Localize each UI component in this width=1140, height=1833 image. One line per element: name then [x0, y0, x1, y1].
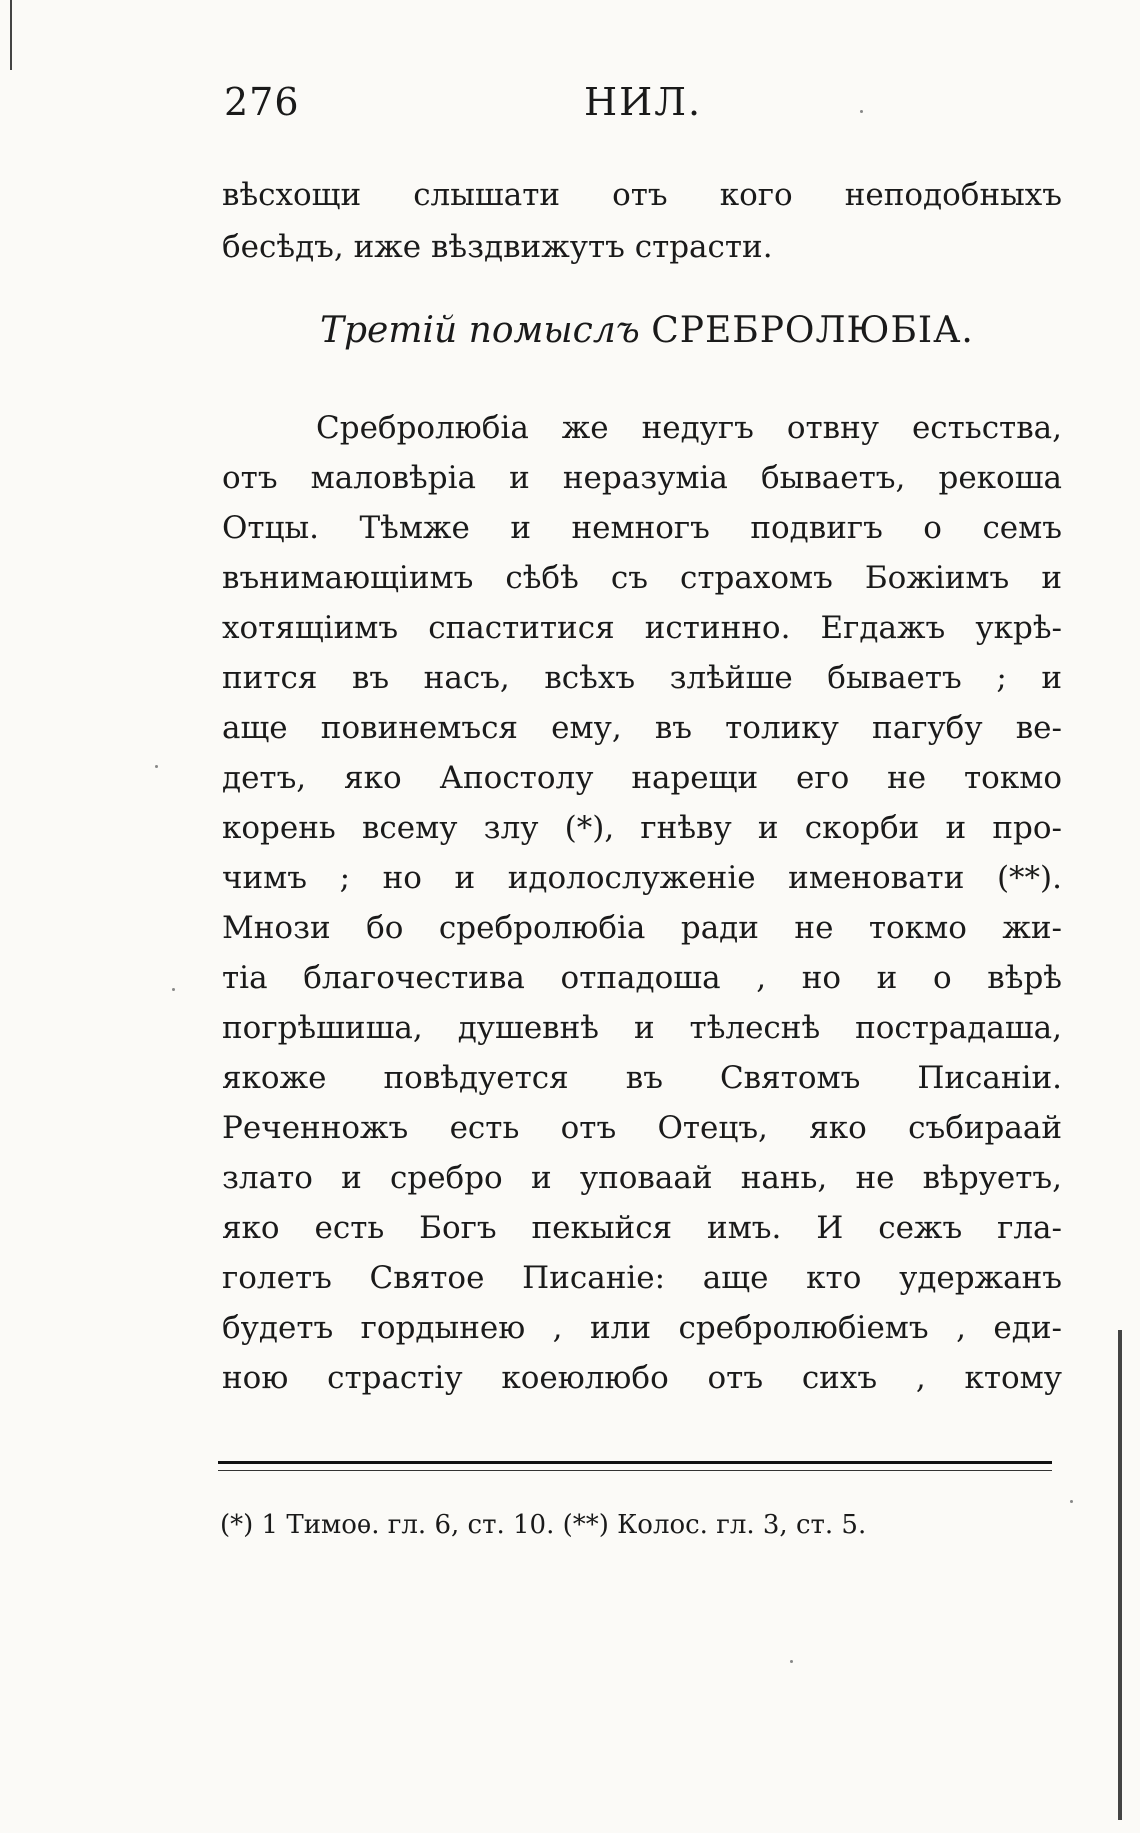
scan-speck [790, 1660, 793, 1663]
body-line: ною страстiу коеюлюбо отъ сихъ , ктому [222, 1360, 1062, 1396]
body-line: корень всему злу (*), гнѣву и скорби и про- [222, 810, 1062, 846]
body-line: аще повинемъся ему, въ толику пагубу ве- [222, 710, 1062, 746]
footnote-rule-thin [218, 1470, 1052, 1471]
body-line: Отцы. Тѣмже и немногъ подвигъ о семъ [222, 510, 1062, 546]
chapter-title-caps: СРЕБРОЛЮБIА. [651, 310, 974, 351]
body-line: якоже повѣдуется въ Святомъ Писанiи. [222, 1060, 1062, 1096]
scan-speck [172, 988, 175, 991]
body-line: Реченножъ есть отъ Отецъ, яко събираай [222, 1110, 1062, 1146]
running-head: НИЛ. [584, 80, 703, 124]
body-line: Сребролюбiа же недугъ отвну естьства, [316, 410, 1062, 446]
body-line: вънимающiимъ сѣбѣ съ страхомъ Божiимъ и [222, 560, 1062, 596]
scan-speck [155, 765, 158, 768]
body-line: будетъ гордынею , или сребролюбiемъ , еди- [222, 1310, 1062, 1346]
chapter-title [320, 310, 1020, 351]
footnote: (*) 1 Тимоѳ. гл. 6, ст. 10. (**) Колос. гл. 3, ст. 5. [220, 1510, 867, 1540]
body-line: Мнози бо сребролюбiа ради не токмо жи- [222, 910, 1062, 946]
page-header [224, 80, 1054, 140]
body-line: яко есть Богъ пекыйся имъ. И сежъ гла- [222, 1210, 1062, 1246]
body-line: детъ, яко Апостолу нарещи его не токмо [222, 760, 1062, 796]
body-line: отъ маловѣрiа и неразумiа бываетъ, рекоша [222, 460, 1062, 496]
page-number: 276 [224, 80, 300, 124]
body-line: пится въ насъ, всѣхъ злѣйше бываетъ ; и [222, 660, 1062, 696]
scan-edge-mark [10, 0, 12, 70]
body-line: вѣсхощи слышати отъ кого неподобныхъ [222, 177, 1062, 213]
body-line: злато и сребро и уповаай нань, не вѣруетъ, [222, 1160, 1062, 1196]
body-line: хотящiимъ спаститися истинно. Егдажъ укрѣ- [222, 610, 1062, 646]
body-line: голетъ Святое Писанiе: аще кто удержанъ [222, 1260, 1062, 1296]
scan-edge-mark [1118, 1330, 1122, 1820]
footnote-rule [218, 1461, 1052, 1464]
scan-speck [1070, 1500, 1073, 1503]
body-line: погрѣшиша, душевнѣ и тѣлеснѣ пострадаша, [222, 1010, 1062, 1046]
scan-speck [860, 110, 863, 113]
body-line: чимъ ; но и идолослуженiе именовати (**). [222, 860, 1062, 896]
chapter-title-italic: Третiй помыслъ [320, 310, 640, 351]
body-line: бесѣдъ, иже вѣздвижутъ страсти. [222, 229, 773, 265]
body-line: тiа благочестива отпадоша , но и о вѣрѣ [222, 960, 1062, 996]
